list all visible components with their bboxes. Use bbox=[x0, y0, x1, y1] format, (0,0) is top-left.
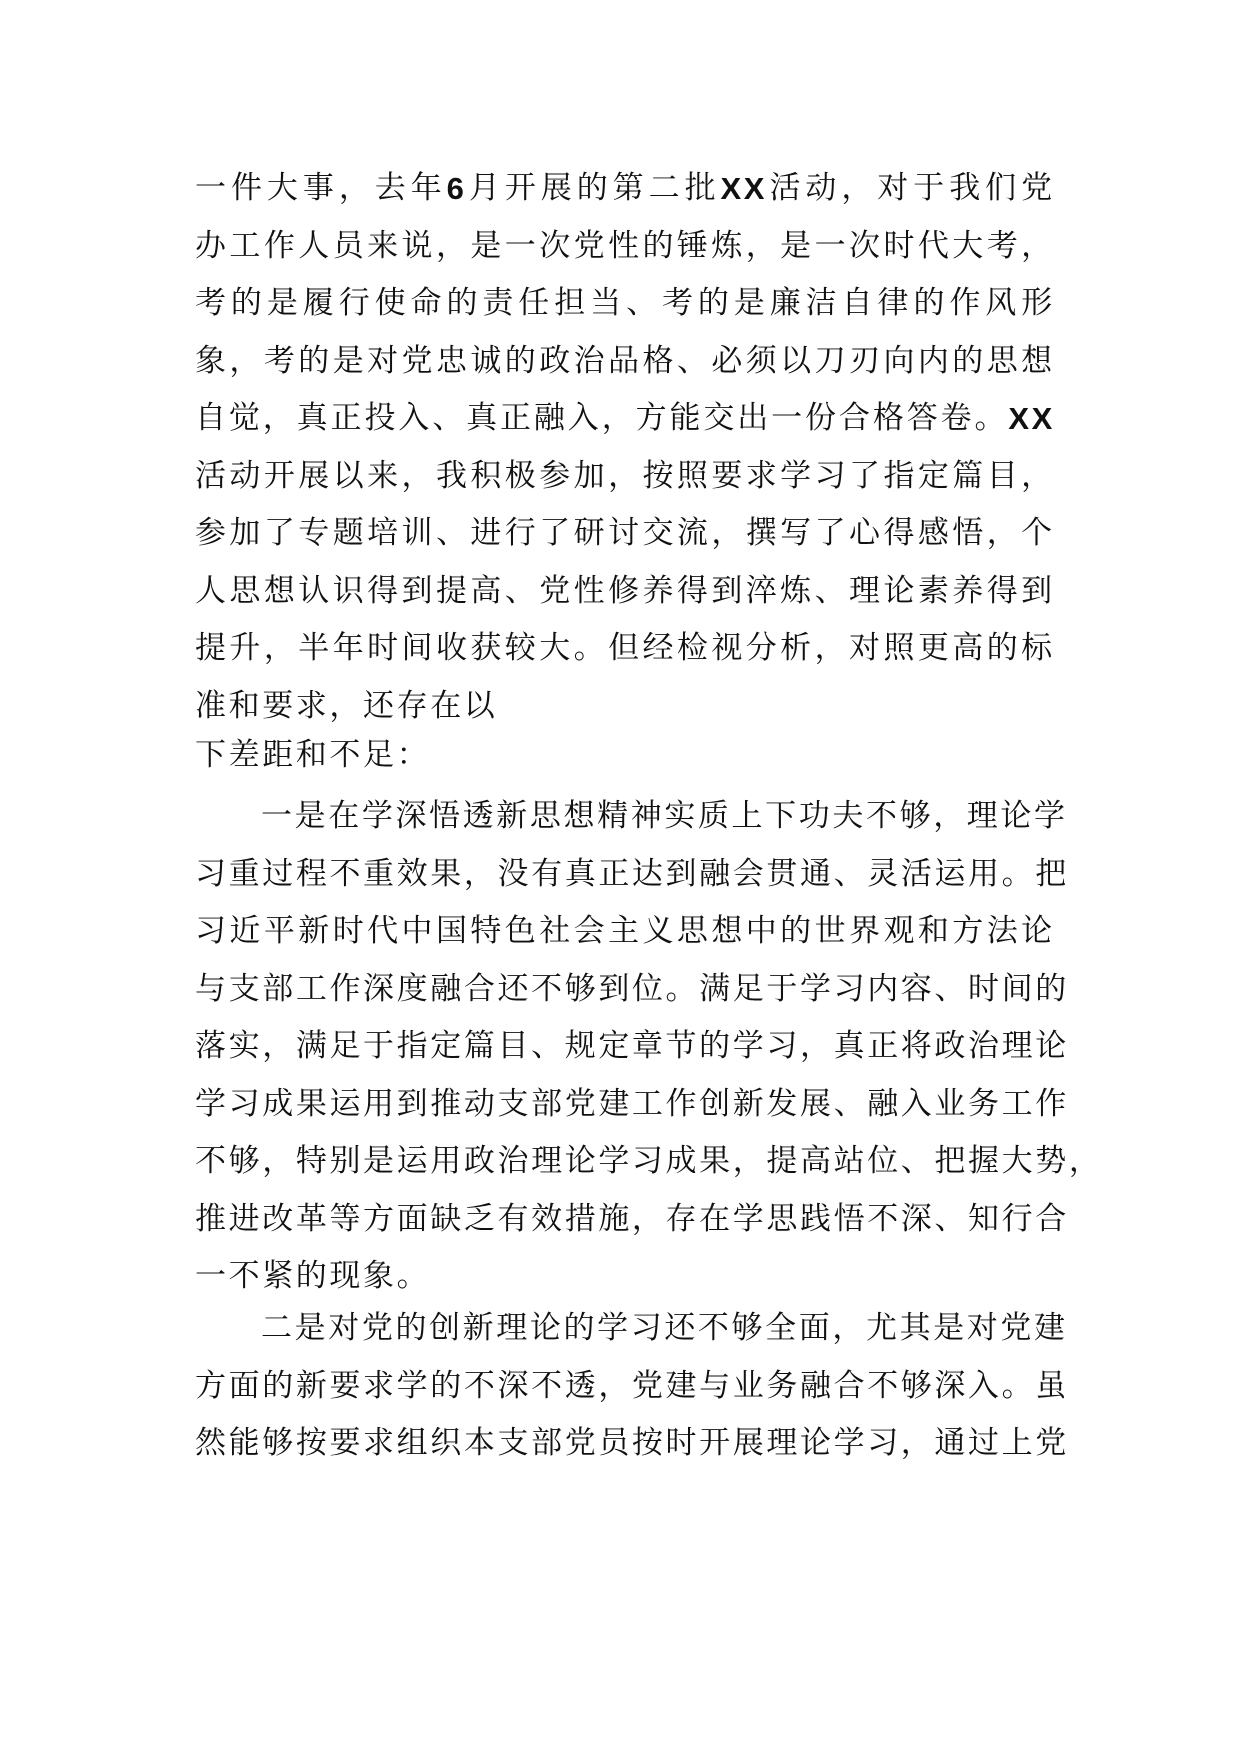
paragraph-line: 方 面 的 新 要 求 学 的 不 深 不 透 ， 党 建 与 业 务 融 合 不 够 深 入 。 虽 bbox=[195, 1367, 1069, 1404]
paragraph-line: 落 实 ， 满 足 于 指 定 篇 目 、 规 定 章 节 的 学 习 ， 真 正 将 政 治 理 论 bbox=[195, 1028, 1069, 1064]
paragraph-line: 不 够 ， 特 别 是 运 用 政 治 理 论 学 习 成 果 ， 提 高 站 位 、 把 握 大 势 ， bbox=[195, 1143, 1103, 1179]
paragraph-line: 提 升 ， 半 年 时 间 收 获 较 大 。 但 经 检 视 分 析 ， 对 照 更 高 的 标 bbox=[195, 630, 1055, 666]
paragraph-1 bbox=[195, 160, 1055, 785]
paragraph-line: 参 加 了 专 题 培 训 、 进 行 了 研 讨 交 流 ， 撰 写 了 心 得 感 悟 ， 个 bbox=[195, 515, 1055, 551]
paragraph-line: 习 重 过 程 不 重 效 果 ， 没 有 真 正 达 到 融 会 贯 通 、 灵 活 运 用 。 把 bbox=[195, 855, 1069, 892]
paragraph-line: 二 是 对 党 的 创 新 理 论 的 学 习 还 不 够 全 面 ， 尤 其 是 对 党 建 bbox=[261, 1310, 1068, 1346]
paragraph-line: 一 件 大 事 ， 去 年 6 月 开 展 的 第 二 批 XX 活 动 ， 对 于 我 们 党 bbox=[195, 170, 1055, 206]
paragraph-line: 办 工 作 人 员 来 说 ， 是 一 次 党 性 的 锤 炼 ， 是 一 次 时 代 大 考 ， bbox=[195, 227, 1055, 264]
paragraph-line: 考 的 是 履 行 使 命 的 责 任 担 当 、 考 的 是 廉 洁 自 律 的 作 风 形 bbox=[195, 285, 1055, 321]
paragraph-line: 然 能 够 按 要 求 组 织 本 支 部 党 员 按 时 开 展 理 论 学 习 ， 通 过 上 党 bbox=[195, 1425, 1069, 1461]
paragraph-line: 习 近 平 新 时 代 中 国 特 色 社 会 主 义 思 想 中 的 世 界 观 和 方 法 论 bbox=[195, 913, 1055, 949]
paragraph-line: 象 ， 考 的 是 对 党 忠 诚 的 政 治 品 格 、 必 须 以 刀 刃 向 内 的 思 想 bbox=[195, 342, 1055, 379]
paragraph-line: 准和要求，还存在以 bbox=[195, 687, 498, 724]
paragraph-line: 推 进 改 革 等 方 面 缺 乏 有 效 措 施 ， 存 在 学 思 践 悟 不 深 、 知 行 合 bbox=[195, 1200, 1069, 1237]
paragraph-3 bbox=[195, 1300, 1069, 1473]
paragraph-line: 一 是 在 学 深 悟 透 新 思 想 精 神 实 质 上 下 功 夫 不 够 ， 理 论 学 bbox=[261, 798, 1068, 834]
paragraph-line: 自 觉 ， 真 正 投 入 、 真 正 融 入 ， 方 能 交 出 一 份 合 格 答 卷 。 XX bbox=[195, 400, 1055, 436]
paragraph-line: 与 支 部 工 作 深 度 融 合 还 不 够 到 位 。 满 足 于 学 习 内 容 、 时 间 的 bbox=[195, 970, 1069, 1007]
paragraph-line: 学 习 成 果 运 用 到 推 动 支 部 党 建 工 作 创 新 发 展 、 融 入 业 务 工 作 bbox=[195, 1085, 1069, 1122]
paragraph-line: 一不紧的现象。 bbox=[195, 1258, 431, 1294]
paragraph-2 bbox=[195, 788, 1103, 1306]
paragraph-line: 活 动 开 展 以 来 ， 我 积 极 参 加 ， 按 照 要 求 学 习 了 指 定 篇 目 ， bbox=[195, 457, 1055, 494]
paragraph-line: 人 思 想 认 识 得 到 提 高 、 党 性 修 养 得 到 淬 炼 、 理 论 素 养 得 到 bbox=[195, 572, 1055, 609]
paragraph-line: 下差距和不足： bbox=[195, 737, 431, 773]
